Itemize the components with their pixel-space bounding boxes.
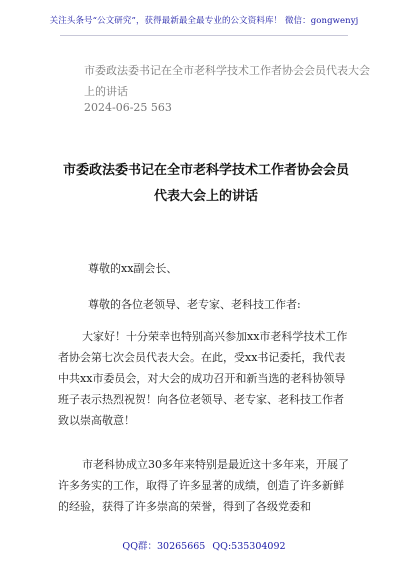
footer-contact: [0, 538, 408, 552]
salutation-1: 尊敬的xx副会长、: [88, 262, 178, 275]
document-title: 市委政法委书记在全市老科学技术工作者协会会员代表大会上的讲话: [62, 163, 349, 204]
qq-group-number: QQ群：30265665: [122, 541, 206, 552]
body-paragraph-2: 市老科协成立30多年来特别是最近这十多年来，开展了许多务实的工作，取得了许多显著的成绩，创造了许多新鲜的经验，获得了许多崇高的荣誉，得到了各级党委和: [58, 458, 349, 513]
promo-banner: 关注头条号“公文研究”，获得最新最全最专业的公文资料库！ 微信：gongwenyj: [49, 16, 359, 26]
document-header-title: 市委政法委书记在全市老科学技术工作者协会会员代表大会上的讲话: [84, 64, 370, 98]
qq-number: QQ:535304092: [212, 541, 286, 552]
salutation-2: 尊敬的各位老领导、老专家、老科技工作者:: [88, 298, 301, 311]
body-paragraph-1: 大家好！十分荣幸也特别高兴参加xx市老科学技术工作者协会第七次会员代表大会。在此，受xx书记委托，我代表中共xx市委员会，对大会的成功召开和新当选的老科协领导班子表示热烈祝贺！向各位老领导、老专家、老科技工作者致以崇高敬意！: [58, 330, 348, 427]
document-date: 2024-06-25 563: [84, 101, 172, 114]
banner-divider: [60, 35, 348, 36]
